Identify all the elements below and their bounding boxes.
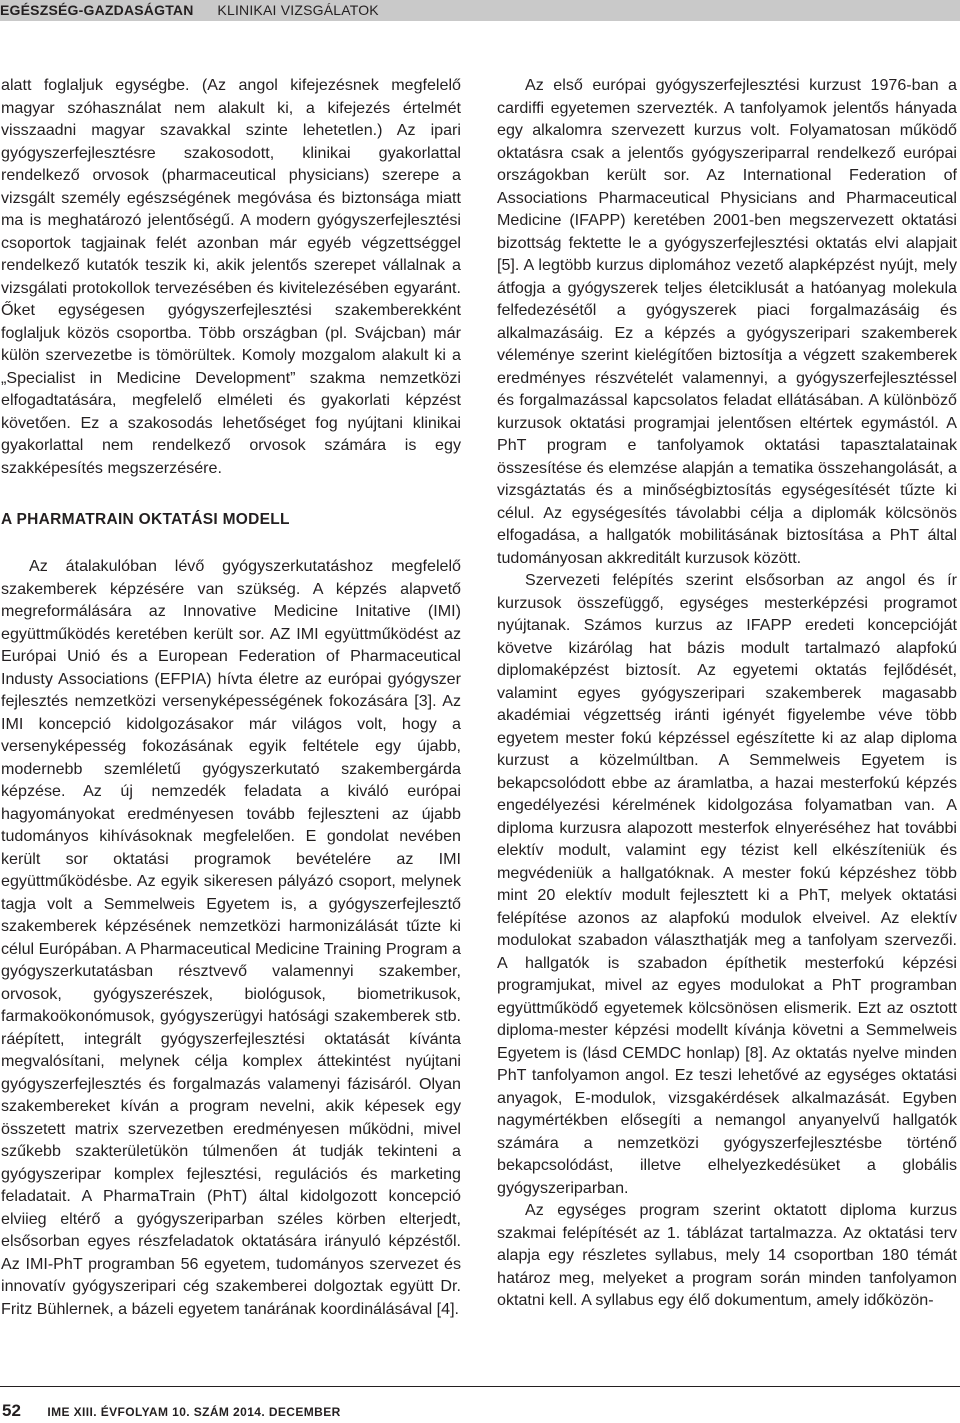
footer-divider: [0, 1386, 960, 1387]
right-paragraph-1: Az első európai gyógyszerfejlesztési kurzust 1976-ban a cardiffi egyetemen szervezték. A tanfolyamok jelentős hányada egy alkalomra szervezett kurzus volt. Folyamatosan működő oktatásra csak a jelentős gyógyszeriparral rendelkező európai országokban került sor. Az International Federation of Associations Pharmaceutical Physicians and Pharmaceutical Medicine (IFAPP) keretében 2001-ben megszervezett oktatási bizottság fektette le a gyógyszerfejlesztési oktatás elvi alapjait [5]. A legtöbb kurzus diplomához vezető alapképzést nyújt, mely átfogja a gyógyszerek teljes életciklusát a hatóanyag molekula felfedezésétől a gyógyszerek piaci forgalmazásáig és alkalmazásáig. Ez a képzés a gyógyszeripari szakemberek véleménye szerint kielégítően biztosítja a végzett szakemberek eredményes részvételét valamennyi, a gyógyszerfejlesztéssel és forgalmazással kapcsolatos feladat ellátásában. A különböző kurzusok oktatási programjai jelentősen eltértek egymástól. A PhT program e tanfolyamok oktatási tapasztalatainak összesítése és elemzése alapján a tematika összehangolását, a vizsgáztatás és a minőségbiztosítás egységesítését tűzte ki célul. Az egységesítés távolabbi célja a diplomák kölcsönös elfogadása, a hallgatók mobilitásának biztosítása a PhT által tudományosan akkreditált kurzusok között.: [497, 76, 957, 567]
left-paragraph-2: Az átalakulóban lévő gyógyszerkutatáshoz megfelelő szakemberek képzésére van szükség. A képzés alapvető megreformálására az Innovative Medicine Initative (IMI) együttműködés keretében került sor. AZ IMI együttműködést az Európai Unió és a European Federation of Pharmaceutical Industy Associations (EFPIA) hívta életre az európai gyógyszer fejlesztés nemzetközi versenyképességének fokozására [3]. Az IMI koncepció kidolgozásakor már világos volt, hogy a versenyképesség fokozásának egyik feltétele egy újabb, modernebb szemléletű gyógyszerkutató szakembergárda képzése. Az új nemzedék feladata a kiváló európai hagyományokat eredményesen tovább fejleszteni az újabb tudományos kihívásoknak megfelelően. E gondolat nevében került sor oktatási programok bevételére az IMI együttműködésbe. Az egyik sikeresen pályázó csoport, melynek tagja volt a Semmelweis Egyetem is, a gyógyszerfejlesztő szakemberek képzésének nemzetközi harmonizálását tűzte ki célul Európában. A Pharmaceutical Medicine Training Program a gyógyszerkutatásban résztvevő valamennyi szakember, orvosok, gyógyszerészek, biológusok, biometrikusok, farmakoökonómusok, gyógyszerügyi hatósági szakemberek stb. ráépített, integrált gyógyszerfejlesztési oktatását kívánta megvalósítani, melynek célja komplex áttekintést nyújtani gyógyszerfejlesztés és forgalmazás valamenyi fázisáról. Olyan szakembereket kíván a program nevelni, akik képesek egy összetett matrix szervezetben eredményesen működni, mivel szűkebb szakterületükön túlmenően át tudják tekinteni a gyógyszeripar komplex fejlesztési, regulációs és marketing feladatait. A PharmaTrain (PhT) által kidolgozott koncepció elviieg eltérő a gyógyszeriparban széles körben elterjedt, elsősorban egyes részfeladatok oktatására irányuló képzéstől. Az IMI-PhT programban 56 egyetem, tudományos szervezet és innovatív gyógyszeripari cég szakemberei dolgoztak együtt Dr. Fritz Bühlernek, a bázeli egyetem tanárának koordinálásával [4].: [1, 557, 461, 1318]
right-paragraph-2: Szervezeti felépítés szerint elsősorban az angol és ír kurzusok összefüggő, egységes mesterképzési programot nyújtanak. Számos kurzus az IFAPP eredeti koncepcióját követve kizárólag hat bázis modult tartalmazó alapfokú diplomaképzést biztosít. Az egyetemi oktatás fejlődését, valamint egyes gyógyszeripari szakemberek magasabb akadémiai végzettség iránti igényét figyelembe véve több egyetem mester fokú képzéssel egészítette ki az alap diploma kurzust a közelmúltban. A Semmelweis Egyetem is bekapcsolódott ebbe az áramlatba, a hazai mesterfokú képzés engedélyezési kérelmének kidolgozása folyamatban van. A diploma kurzusra alapozott mesterfok elnyeréséhez hat további elektív modult, valamint egy tézist kell elkészíteniük és megvédeniük a hallgatóknak. A mester fokú képzéshez több mint 20 elektív modult fejlesztett ki a PhT, melyek oktatási felépítése azonos az alapfokú modulok elveivel. Az elektív modulokat szabadon választhatják meg a tanfolyam szervezői. A hallgatók is szabadon építhetik mesterfokú képzési programjukat, mivel az egyes modulokat a PhT programban együttműködő egyetemek kölcsönösen elismerik. Ezt az osztott diploma-mester képzési modellt kívánja követni a Semmelweis Egyetem is (lásd CEMDC honlap) [8]. Az oktatás nyelve minden PhT tanfolyamon angol. Ez teszi lehetővé az egységes oktatási anyagok, E-modulok, vizsgakérdések alkalmazását. Egyben nagymértékben elősegíti a nemangol anyanyelvű hallgatók számára a nemzetközi gyógyszerfejlesztésbe történő bekapcsolódást, illetve elhelyezkedésüket a globális gyógyszeriparban.: [497, 571, 957, 1197]
right-paragraph-3: Az egységes program szerint oktatott diploma kurzus szakmai felépítését az 1. táblázat tartalmazza. Az oktatási terv alapja egy részletes syllabus, mely 14 csoportban 180 témát határoz meg, melyeket a program során minden tanfolyamon oktatni kell. A syllabus egy élő dokumentum, amely időközön-: [497, 1201, 957, 1309]
header-subsection-label: KLINIKAI VIZSGÁLATOK: [217, 2, 379, 18]
right-column: [497, 74, 957, 1312]
journal-reference: IME XIII. ÉVFOLYAM 10. SZÁM 2014. DECEMBER: [47, 1405, 341, 1419]
left-paragraph-1: alatt foglaljuk egységbe. (Az angol kifejezésnek megfelelő magyar szóhasználat nem alakult ki, a kifejezés értelmét visszaadni magyar szavakkal szinte lehetetlen.) Az ipari gyógyszerfejlesztésre szakosodott, klinikai gyakorlattal rendelkező orvosok (pharmaceutical physicians) szerepe a vizsgált személy egészségének megóvása és biztonsága miatt ma is meghatározó jelentőségű. A modern gyógyszerfejlesztési csoportok tagjainak felét azonban már egyéb végzettséggel rendelkező kutatók teszik ki, akik jelentős szerepet vállalnak a vizsgálati protokollok tervezésében és kivitelezésében egyaránt. Őket egységesen gyógyszerfejlesztési szakemberekként foglaljuk közös csoportba. Több országban (pl. Svájcban) már külön szervezetbe is tömörültek. Komoly mozgalom alakult ki a „Specialist in Medicine Development” szakma nemzetközi elfogadtatására, megfelelő elméleti és gyakorlati képzést követően. Ez a szakosodás lehetőséget fog nyújtani klinikai gyakorlattal nem rendelkező orvosok számára is egy szakképesítés megszerzésére.: [1, 76, 461, 477]
header-section-label: EGÉSZSÉG-GAZDASÁGTAN: [0, 2, 194, 18]
page-footer: [2, 1402, 341, 1421]
left-column: [1, 74, 461, 1320]
running-header: [0, 0, 960, 21]
running-header-text: [0, 2, 379, 19]
section-heading: A PHARMATRAIN OKTATÁSI MODELL: [1, 511, 290, 528]
page-number: 52: [2, 1401, 21, 1420]
